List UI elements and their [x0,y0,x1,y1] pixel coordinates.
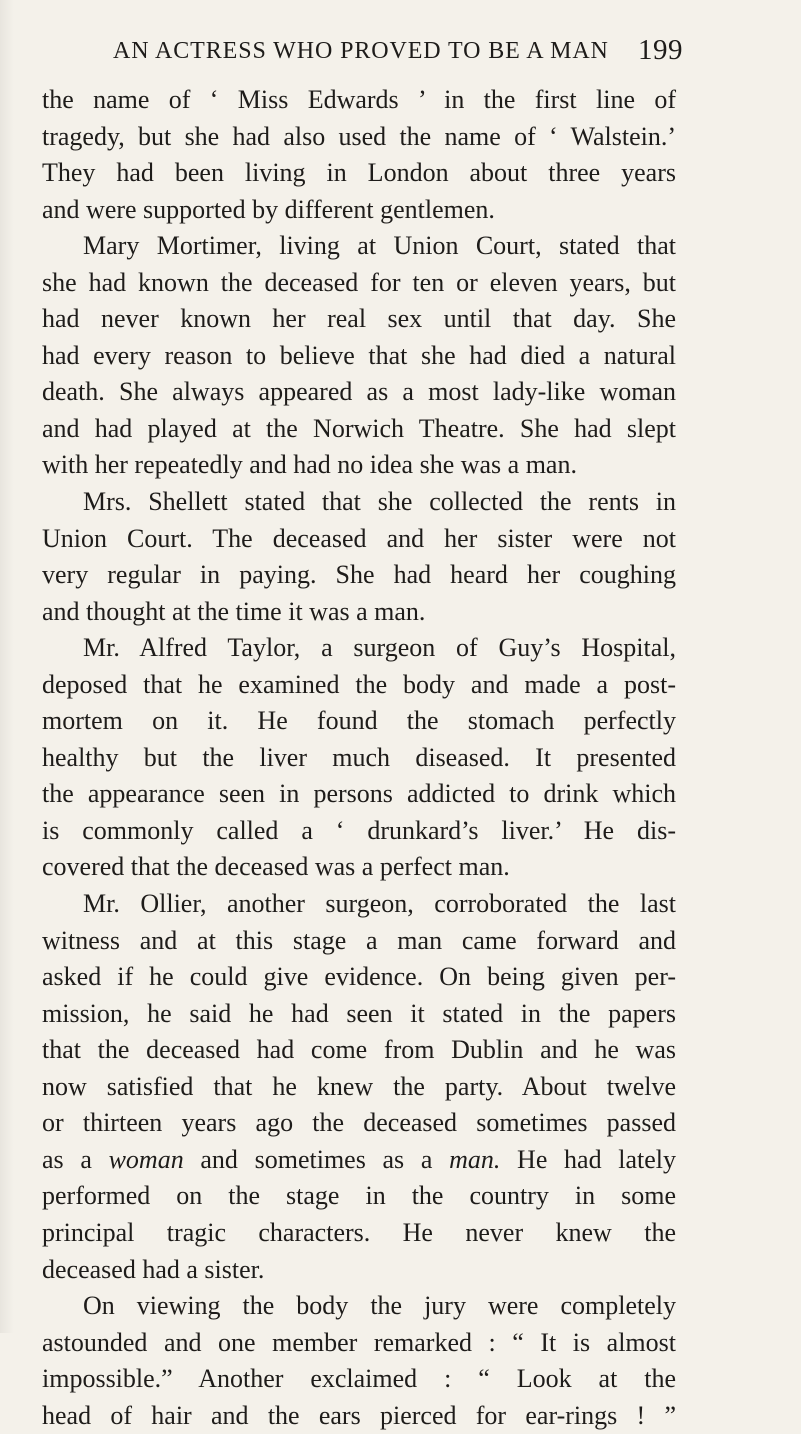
text-line: Mr. Ollier, another surgeon, corroborated the last [83,889,676,919]
text-line: head of hair and the ears pierced for ear-rings ! ” [42,1400,676,1430]
text-line: very regular in paying. She had heard her coughing [42,560,676,590]
text-line: that the deceased had come from Dublin and he was [42,1035,676,1065]
text-line: and thought at the time it was a man. [42,596,426,626]
text-line: Mrs. Shellett stated that she collected the rents in [83,487,676,517]
text-line: astounded and one member remarked : “ It is almost [42,1327,676,1357]
text-line: On viewing the body the jury were completely [83,1291,676,1321]
text-line: healthy but the liver much diseased. It presented [42,742,676,772]
text-line: is commonly called a ‘ drunkard’s liver.’ He dis- [42,815,676,845]
text-line: mortem on it. He found the stomach perfectly [42,706,676,736]
text-line: now satisfied that he knew the party. About twelve [42,1071,676,1101]
page-header [113,32,683,72]
text-fragment: as a [42,1144,92,1174]
text-line: Mr. Alfred Taylor, a surgeon of Guy’s Hospital, [83,633,676,663]
text-line: witness and at this stage a man came forward and [42,925,676,955]
text-line-with-italics [42,1142,676,1179]
text-line: Mary Mortimer, living at Union Court, stated that [83,231,676,261]
text-line: asked if he could give evidence. On being given per- [42,962,676,992]
text-line: They had been living in London about three years [42,158,676,188]
text-line: or thirteen years ago the deceased sometimes passed [42,1108,676,1138]
text-fragment: and sometimes as a [200,1144,433,1174]
text-line: had every reason to believe that she had died a natural [42,340,676,370]
text-line: tragedy, but she had also used the name of ‘ Walstein.’ [42,121,676,151]
running-title: AN ACTRESS WHO PROVED TO BE A MAN [113,38,609,64]
text-line: Union Court. The deceased and her sister were not [42,523,676,553]
text-line: mission, he said he had seen it stated in the papers [42,998,676,1028]
text-line: covered that the deceased was a perfect man. [42,852,510,882]
text-line: the appearance seen in persons addicted to drink which [42,779,676,809]
page-number: 199 [638,34,683,66]
body-text [42,82,676,1434]
text-line: had never known her real sex until that day. She [42,304,676,334]
text-line: deposed that he examined the body and made a post- [42,669,676,699]
text-line: and had played at the Norwich Theatre. She had slept [42,413,676,443]
text-line: death. She always appeared as a most lady-like woman [42,377,676,407]
italic-word-man: man. [449,1144,501,1174]
text-line: performed on the stage in the country in some [42,1181,676,1211]
text-line: the name of ‘ Miss Edwards ’ in the first line of [42,85,676,114]
text-line: and were supported by different gentlemen. [42,194,495,224]
italic-word-woman: woman [108,1144,184,1174]
text-line: principal tragic characters. He never knew the [42,1217,676,1247]
text-line: impossible.” Another exclaimed : “ Look at the [42,1364,676,1394]
text-line: with her repeatedly and had no idea she was a man. [42,450,577,480]
text-line: she had known the deceased for ten or eleven years, but [42,267,676,297]
text-line: deceased had a sister. [42,1254,265,1284]
text-fragment: He had lately [517,1144,677,1174]
